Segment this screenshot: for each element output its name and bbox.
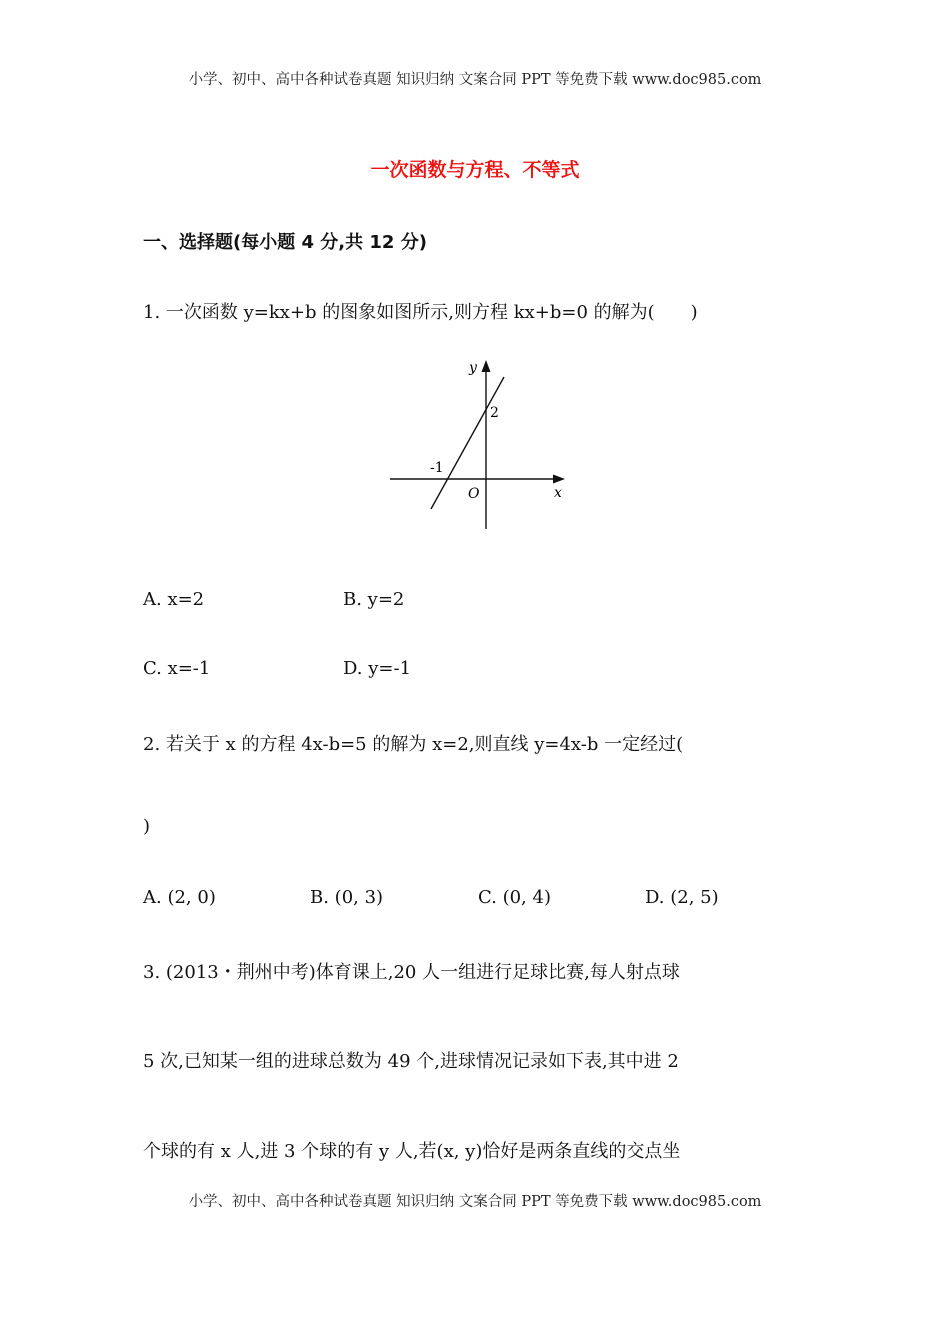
q1-option-b: B. y=2 [343,589,405,610]
q2-option-d: D. (2, 5) [645,887,719,908]
question-1-text: 1. 一次函数 y=kx+b 的图象如图所示,则方程 kx+b=0 的解为( ) [143,302,698,323]
question-3-line-1: 3. (2013・荆州中考)体育课上,20 人一组进行足球比赛,每人射点球 [143,962,680,983]
x-axis-arrow [553,475,565,484]
x-axis-label: x [554,485,562,501]
page-footer: 小学、初中、高中各种试卷真题 知识归纳 文案合同 PPT 等免费下载 www.doc985.com [188,1194,762,1210]
q1-option-c: C. x=-1 [143,658,211,679]
question-3-line-3: 个球的有 x 人,进 3 个球的有 y 人,若(x, y)恰好是两条直线的交点坐 [143,1141,681,1162]
page-header: 小学、初中、高中各种试卷真题 知识归纳 文案合同 PPT 等免费下载 www.doc985.com [188,72,762,88]
q2-option-c: C. (0, 4) [478,887,551,908]
question-2-text: 2. 若关于 x 的方程 4x-b=5 的解为 x=2,则直线 y=4x-b 一定经过( [143,734,684,755]
y-axis-label: y [469,360,477,376]
x-intercept-label: -1 [430,460,444,476]
y-intercept-label: 2 [490,405,499,421]
page-title: 一次函数与方程、不等式 [370,159,580,181]
linear-function-graph [385,355,585,535]
question-3-line-2: 5 次,已知某一组的进球总数为 49 个,进球情况记录如下表,其中进 2 [143,1051,679,1072]
section-heading: 一、选择题(每小题 4 分,共 12 分) [143,232,427,253]
q1-option-d: D. y=-1 [343,658,412,679]
origin-label: O [468,486,480,502]
q1-option-a: A. x=2 [143,589,205,610]
q2-option-a: A. (2, 0) [143,887,216,908]
question-2-close: ) [143,816,151,837]
q2-option-b: B. (0, 3) [310,887,384,908]
y-axis-arrow [482,360,491,372]
